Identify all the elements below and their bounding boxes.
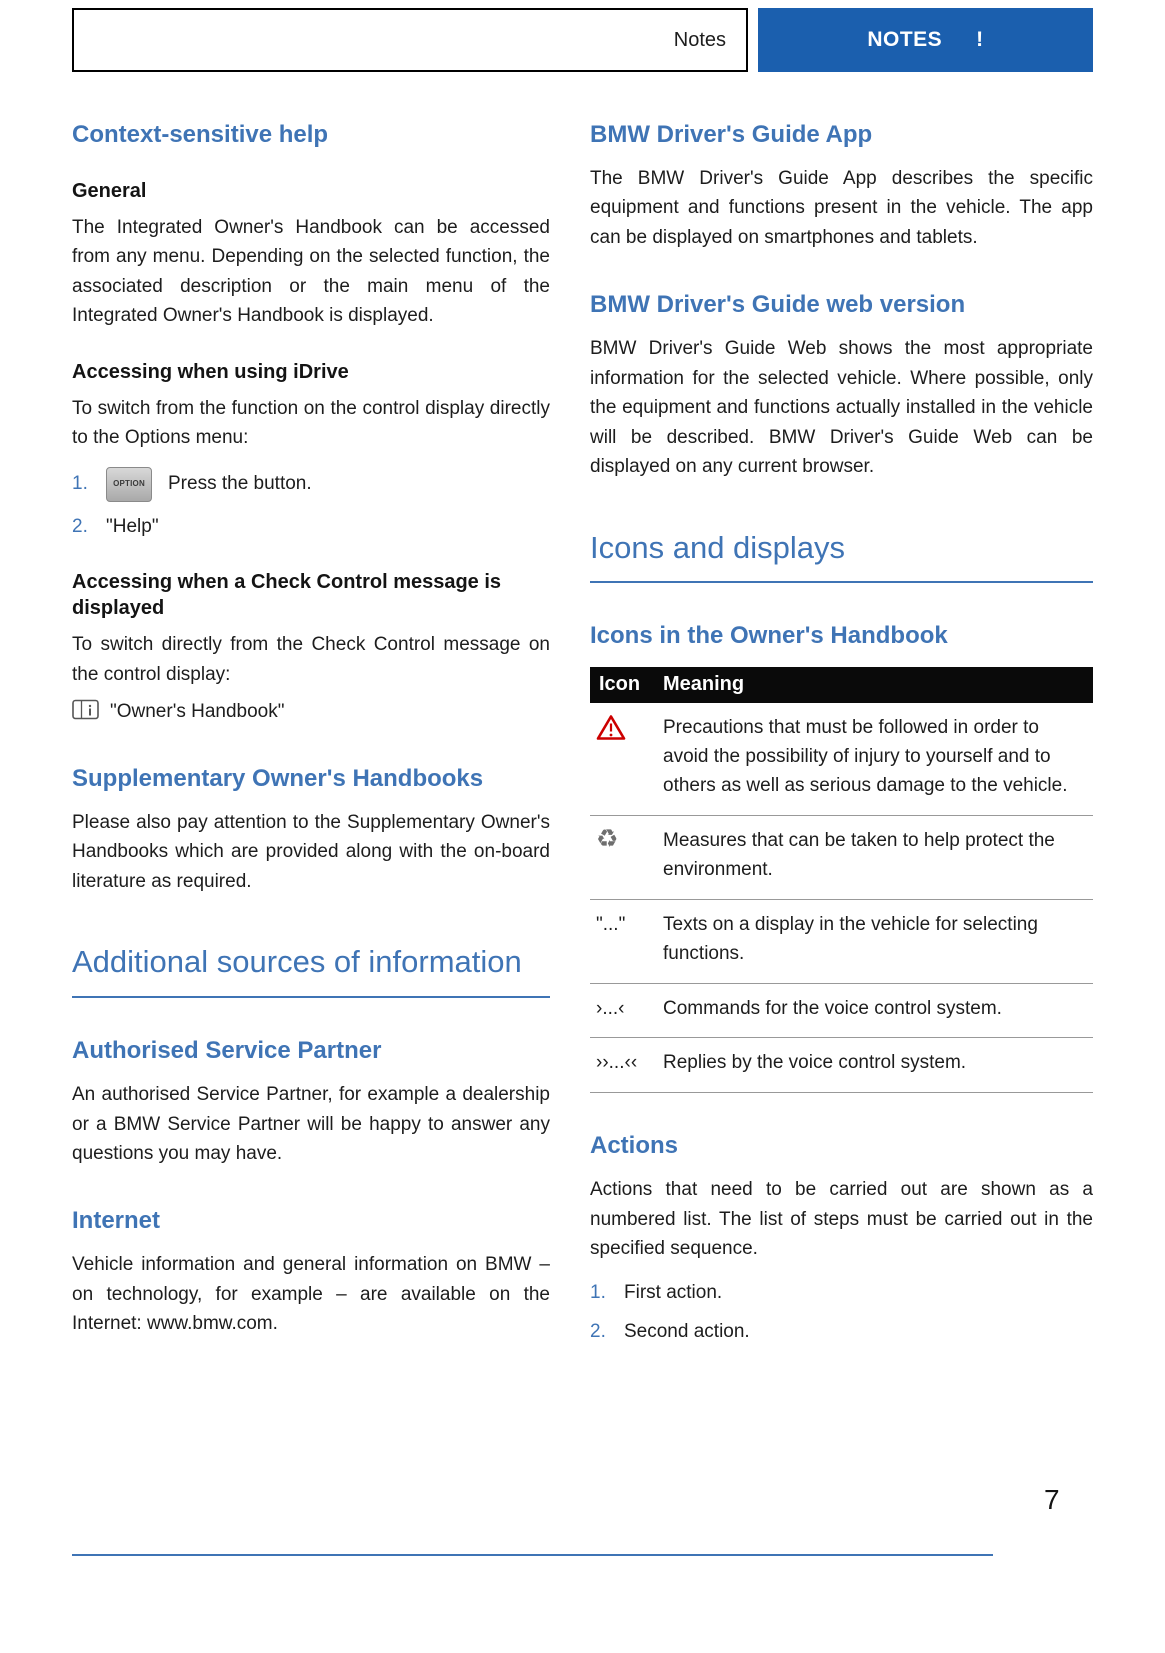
table-row [590,899,1093,983]
section-title-web: BMW Driver's Guide web version [590,291,966,319]
left-column [72,112,550,1356]
table-header-row [590,667,1093,703]
chapter-tab-badge: ! [976,28,984,51]
paragraph-check-control: To switch directly from the Check Control message on the control display: [72,634,550,685]
subsection-title-check-control: Accessing when a Check Control message is displayed [72,571,502,620]
section-title-internet: Internet [72,1207,161,1235]
list-item [590,1317,1093,1346]
step-text: "Help" [106,515,159,537]
paragraph-app: The BMW Driver's Guide App describes the specific equipment and functions present in the vehicle. The app can be displayed on smartphones and tablets. [590,168,1093,248]
page-number: 7 [1044,1484,1060,1515]
idrive-steps [72,467,550,541]
step-text: Second action. [624,1321,750,1343]
section-title-supplementary: Supplementary Owner's Handbooks [72,764,484,792]
column-header-icon: Icon [590,667,654,703]
step-number: 2. [590,1321,606,1343]
subsection-title-idrive: Accessing when using iDrive [72,360,349,383]
step-text: Press the button. [168,473,312,495]
paragraph-actions: Actions that need to be carried out are shown as a numbered list. The list of steps must be carried out in the specified sequence. [590,1179,1093,1260]
right-column [590,112,1093,1356]
subsection-title-general: General [72,180,147,202]
section-title-icons-handbook: Icons in the Owner's Handbook [590,622,948,650]
step-number: 1. [72,473,88,495]
icons-table [590,667,1093,1093]
step-number: 2. [72,515,88,537]
display-text-symbol: "..." [590,899,654,983]
header-box [72,8,748,72]
paragraph-supplementary: Please also pay attention to the Supplementary Owner's Handbooks which are provided along with the on-board literature as required. [72,811,550,892]
option-button-icon: OPTION [106,467,152,502]
paragraph-authorised: An authorised Service Partner, for example a dealership or a BMW Service Partner will be happy to answer any questions you may have. [72,1084,550,1165]
table-row [590,816,1093,900]
owners-handbook-label: "Owner's Handbook" [110,701,285,723]
list-item [590,1278,1093,1307]
table-cell-meaning: Precautions that must be followed in order to avoid the possibility of injury to yourself and to others as well as serious damage to the vehicle. [654,703,1093,815]
paragraph-idrive: To switch from the function on the control display directly to the Options menu: [72,397,550,449]
section-title-app: BMW Driver's Guide App [590,121,873,148]
section-title-authorised: Authorised Service Partner [72,1037,382,1065]
table-cell-meaning: Texts on a display in the vehicle for selecting functions. [654,899,1093,983]
voice-command-symbol: ›...‹ [590,983,654,1038]
owners-handbook-icon [72,699,99,726]
step-text: First action. [624,1281,723,1303]
table-cell-meaning: Measures that can be taken to help protect the environment. [654,816,1093,900]
footer-rule [72,1554,993,1556]
table-cell-meaning: Commands for the voice control system. [654,983,1093,1038]
paragraph-web: BMW Driver's Guide Web shows the most appropriate information for the selected vehicle. Where possible, only the equipment and functions actually installed in the vehicle will be described. BMW Driver's Guide Web can be displayed on any current browser. [590,338,1093,478]
step-number: 1. [590,1281,606,1303]
chapter-tab-label: NOTES [867,28,943,51]
paragraph-general: The Integrated Owner's Handbook can be accessed from any menu. Depending on the selected function, the associated description or the main menu of the Integrated Owner's Handbook is displayed. [72,217,550,327]
table-row [590,703,1093,815]
recycle-icon: ♻ [590,816,654,900]
chapter-title-icons-displays: Icons and displays [590,528,1093,584]
paragraph-internet: Vehicle information and general information on BMW – on technology, for example – are available on the Internet: www.bmw.com. [72,1254,550,1335]
warning-triangle-icon [590,703,654,815]
list-item [72,512,550,541]
actions-steps [590,1278,1093,1347]
section-title-context-help: Context-sensitive help [72,121,329,148]
section-title-actions: Actions [590,1132,679,1160]
voice-reply-symbol: ››...‹‹ [590,1038,654,1093]
column-header-meaning: Meaning [654,667,1093,703]
chapter-tab [758,8,1093,72]
table-row [590,1038,1093,1093]
list-item [72,467,550,502]
table-cell-meaning: Replies by the voice control system. [654,1038,1093,1093]
table-row [590,983,1093,1038]
chapter-title-additional-sources: Additional sources of information [72,942,550,998]
owners-handbook-line [72,699,550,726]
breadcrumb: Notes [673,28,726,51]
content-columns [72,112,1093,1356]
